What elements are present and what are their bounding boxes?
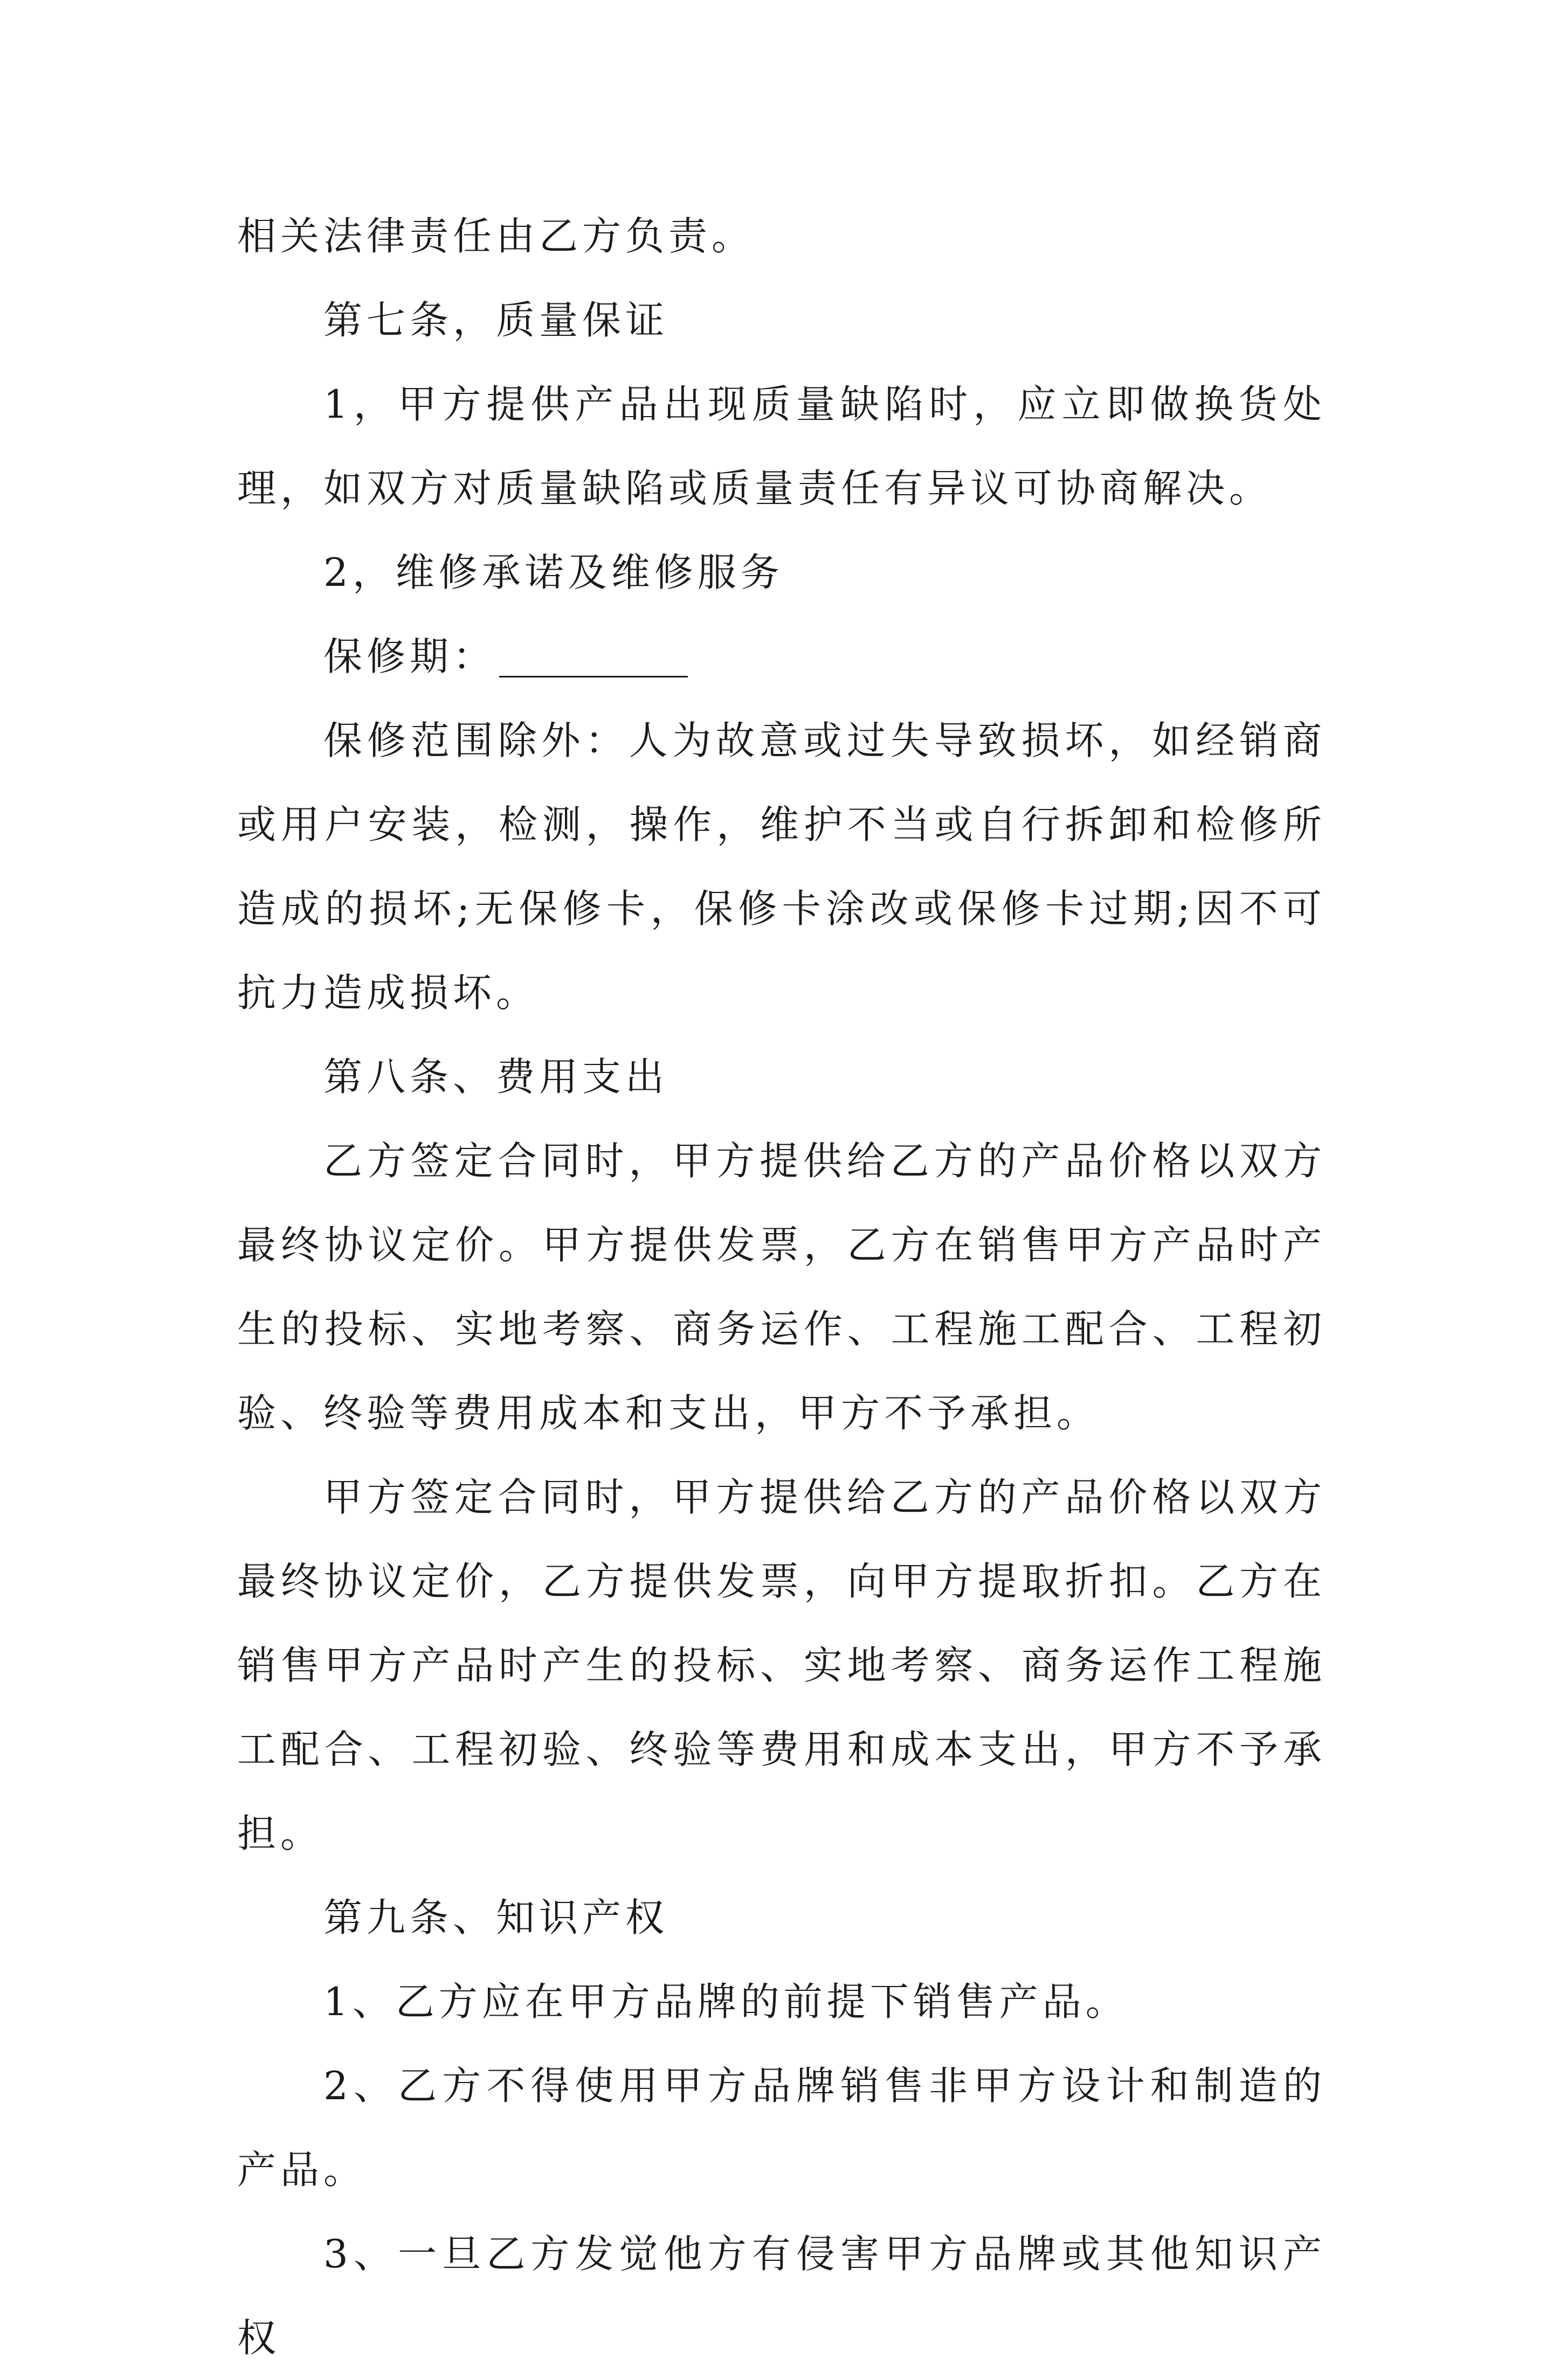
heading-article-9: 第九条、知识产权 xyxy=(323,1895,669,1940)
paragraph-liability: 相关法律责任由乙方负责。 xyxy=(237,213,755,259)
paragraph-expense-party-a: 甲方签定合同时，甲方提供给乙方的产品价格以双方最终协议定价，乙方提供发票，向甲方提取折扣。乙方在销售甲方产品时产生的投标、实地考察、商务运作工程施工配合、工程初验、终验等费用和成本支出，甲方不予承担。 xyxy=(237,1475,1326,1856)
paragraph-repair-promise: 2，维修承诺及维修服务 xyxy=(323,550,784,595)
paragraph-expense-party-b: 乙方签定合同时，甲方提供给乙方的产品价格以双方最终协议定价。甲方提供发票，乙方在销售甲方产品时产生的投标、实地考察、商务运作、工程施工配合、工程初验、终验等费用成本和支出，甲方不予承担。 xyxy=(237,1138,1326,1436)
heading-article-7: 第七条，质量保证 xyxy=(323,298,669,343)
document-body xyxy=(237,194,1326,2380)
paragraph-ip-item-2: 2、乙方不得使用甲方品牌销售非甲方设计和制造的产品。 xyxy=(237,2063,1326,2192)
paragraph-ip-item-3: 3、一旦乙方发觉他方有侵害甲方品牌或其他知识产权 xyxy=(237,2231,1326,2361)
paragraph-warranty-period xyxy=(237,614,1326,698)
paragraph-quality-defect: 1，甲方提供产品出现质量缺陷时，应立即做换货处理，如双方对质量缺陷或质量责任有异议可协商解决。 xyxy=(237,382,1326,511)
paragraph-ip-item-1: 1、乙方应在甲方品牌的前提下销售产品。 xyxy=(323,1979,1129,2024)
warranty-period-label: 保修期： xyxy=(323,634,496,679)
heading-article-8: 第八条、费用支出 xyxy=(323,1054,669,1099)
paragraph-warranty-exclusions: 保修范围除外：人为故意或过失导致损坏，如经销商或用户安装，检测，操作，维护不当或自行拆卸和检修所造成的损坏;无保修卡，保修卡涂改或保修卡过期;因不可抗力造成损坏。 xyxy=(237,718,1326,1015)
warranty-period-blank xyxy=(499,637,688,677)
